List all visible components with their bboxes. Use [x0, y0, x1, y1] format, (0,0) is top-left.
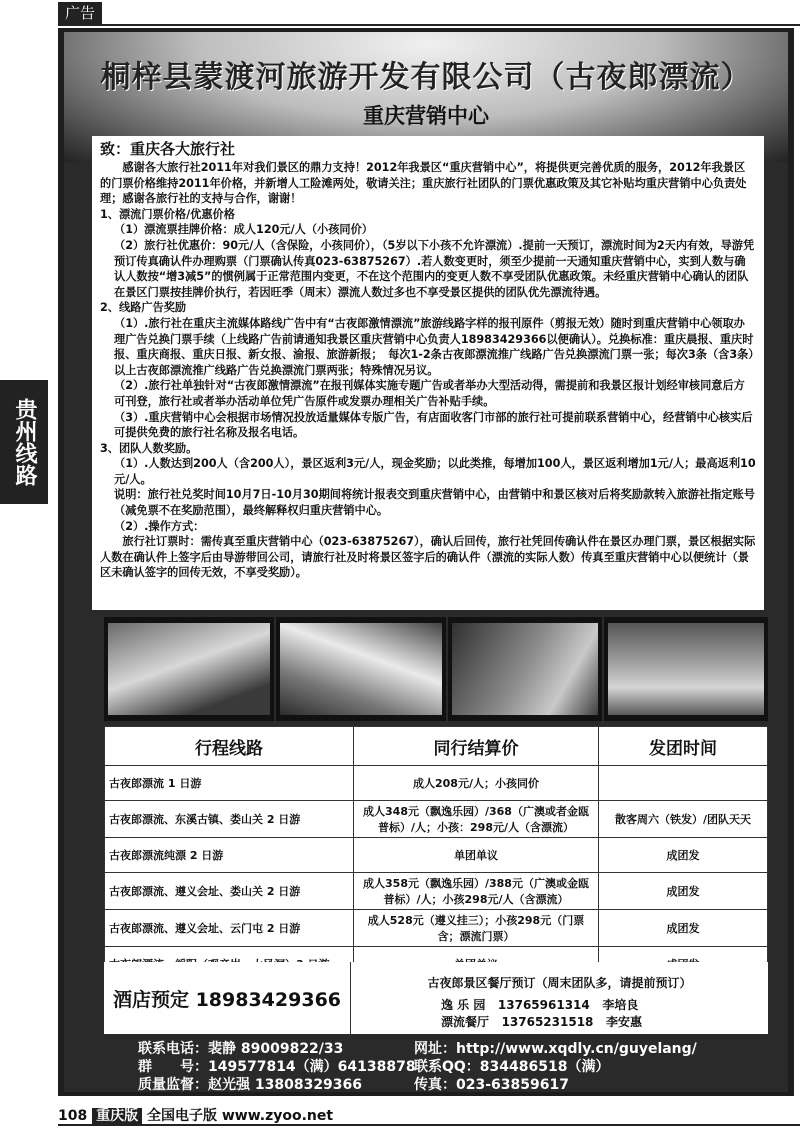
marketing-center-title: 重庆营销中心: [363, 104, 489, 128]
price-cell: 成人348元（飘逸乐园）/368（广澳或者金瓯普标）/人；小孩：298元/人（含漂流）: [354, 801, 599, 838]
column-header: 发团时间: [599, 727, 768, 766]
price-cell: 成人358元（飘逸乐园）/388元（广澳或金瓯普标）/人；小孩298元/人（含漂流）: [354, 873, 599, 910]
contact-row: [138, 1056, 610, 1076]
restaurant-booking: [351, 962, 768, 1034]
contact-qun: 群 号：149577814（满）64138878: [138, 1059, 416, 1075]
restaurant-name: 漂流餐厅: [441, 1015, 490, 1029]
advertisement: [58, 28, 794, 1096]
price-cell: 单团单议: [354, 838, 599, 873]
restaurant-phone: 13765231518: [501, 1015, 594, 1029]
edition-label: 重庆版: [92, 1108, 142, 1124]
route-cell: 古夜郎漂流、遵义会址、娄山关 2 日游: [105, 873, 354, 910]
section-3-note: 说明：旅行社兑奖时间10月7日-10月30期间将统计报表交到重庆营销中心，由营销中和景区核对后将奖励款转入旅游社指定账号（减免票不在奖励范围），最终解释权归重庆营销中心。: [114, 488, 755, 518]
contact-website: 网址：http://www.xqdly.cn/guyelang/: [414, 1041, 697, 1057]
section-3-item-1: （1）.人数达到200人（含200人），景区返利3元/人，现金奖励；以此类推，每增加100人，景区返利增加1元/人；最高返利10元/人。: [114, 457, 756, 486]
itinerary-table: [104, 726, 768, 982]
rafting-photo: [276, 617, 446, 721]
table-row: [105, 873, 768, 910]
section-1-item-1: （1）漂流票挂牌价格：成人120元/人（小孩同价）: [114, 223, 373, 237]
section-1-item-2: （2）旅行社优惠价：90元/人（含保险，小孩同价），（5岁以下小孩不允许漂流）.提前一天预订，漂流时间为2天内有效，导游凭预订传真确认件办理购票（门票确认传真023-63875267）.若人数变更时，须至少提前一天通知重庆营销中心，实到人数与确认人数按“增3减5”的惯例属于正常范围内变更，不在这个范围内的变更人数不享受团队优惠政策。未经重庆营销中心确认的团队在景区门票按挂牌价执行，若因旺季（周末）漂流人数过多也不享受景区提供的团队优先漂流待遇。: [114, 238, 755, 299]
route-cell: 古夜郎漂流、东溪古镇、娄山关 2 日游: [105, 801, 354, 838]
price-cell: 成人208元/人；小孩同价: [354, 766, 599, 801]
restaurant-row: [441, 1013, 642, 1030]
route-cell: 古夜郎漂流纯漂 2 日游: [105, 838, 354, 873]
rafting-photo: [104, 617, 274, 721]
contact-qq: 联系QQ：834486518（满）: [414, 1059, 610, 1075]
rafting-photo-strip: [104, 617, 768, 721]
contact-phone: 联系电话：裴静 89009822/33: [138, 1041, 344, 1057]
column-header: 同行结算价: [354, 727, 599, 766]
table-header-row: [105, 727, 768, 766]
time-cell: [599, 766, 768, 801]
section-2-item-1: （1）.旅行社在重庆主流媒体路线广告中有“古夜郎激情漂流”旅游线路字样的报刊原件（剪报无效）随时到重庆营销中心领取办理广告兑换门票手续（上线路广告前请通知我景区重庆营销中心负责人18983429366以便确认）。兑换标准：重庆晨报、重庆时报、重庆商报、重庆日报、新女报、渝报、旅游新报； 每次1-2条古夜郎漂流推广线路广告兑换漂流门票一张；每次3条（含3条）以上古夜郎漂流推广线路广告兑换漂流门票两张；特殊情况另议。: [114, 316, 754, 377]
hotel-reservation-box: [104, 962, 768, 1034]
section-2-title: 2、线路广告奖励: [100, 301, 187, 315]
section-3-title: 3、团队人数奖励。: [100, 441, 198, 455]
table-row: [105, 801, 768, 838]
table-row: [105, 910, 768, 947]
advertisement-body: [64, 32, 788, 1092]
section-1-title: 1、漂流门票价格/优惠价格: [100, 207, 235, 221]
section-2-item-2: （2）.旅行社单独针对“古夜郎激情漂流”在报刊媒体实施专题广告或者举办大型活动得，需提前和我景区报计划经审核同意后方可刊登，旅行社或者举办活动单位凭广告原件或发票办理相关广告补贴手续。: [114, 379, 745, 408]
top-rule: [58, 24, 800, 26]
hotel-booking-label: 酒店预定 18983429366: [104, 962, 351, 1034]
letter-box: [92, 136, 764, 610]
section-side-tab: 贵州线路: [0, 380, 48, 504]
time-cell: 成团发: [599, 838, 768, 873]
contact-supervisor: 质量监督：赵光强 13808329366: [138, 1077, 363, 1092]
section-3-item-3: 旅行社订票时：需传真至重庆营销中心（023-63875267），确认后回传，旅行社凭回传确认件在景区办理门票，景区根据实际人数在确认件上签字后由导游带回公司，请旅行社及时将景区签字后的确认件（漂流的实际人数）传真至重庆营销中心以便统计（景区未确认签字的回传无效，不享受奖励）。: [100, 535, 756, 580]
restaurant-row: [441, 996, 638, 1013]
time-cell: 成团发: [599, 910, 768, 947]
page-number: 108: [58, 1108, 88, 1124]
letter-intro: 感谢各大旅行社2011年对我们景区的鼎力支持！2012年我景区“重庆营销中心”，将提供更完善优质的服务，2012年我景区的门票价格维持2011年价格，并新增人工险滩两处，敬请关注；重庆旅行社团队的门票优惠政策及其它补贴均重庆营销中心负责处理；感谢各旅行社的支持与合作，谢谢！: [100, 161, 747, 206]
table-row: [105, 766, 768, 801]
rafting-photo: [604, 617, 768, 721]
contact-fax: 传真：023-63859617: [414, 1077, 569, 1092]
route-cell: 古夜郎漂流、遵义会址、云门屯 2 日游: [105, 910, 354, 947]
contact-row: [138, 1074, 569, 1092]
restaurant-contact: 李安惠: [605, 1015, 642, 1029]
letter-greeting: 致：重庆各大旅行社: [100, 140, 236, 158]
bottom-rule: [58, 1124, 800, 1126]
company-name: 桐梓县蒙渡河旅游开发有限公司（古夜郎漂流）: [100, 60, 752, 95]
table-row: [105, 838, 768, 873]
rafting-photo: [448, 617, 602, 721]
price-cell: 成人528元（遵义挂三）；小孩298元（门票含；漂流门票）: [354, 910, 599, 947]
restaurant-name: 逸 乐 园: [441, 998, 486, 1012]
column-header: 行程线路: [105, 727, 354, 766]
contact-row: [138, 1038, 697, 1058]
page-category-tag: 广告: [58, 2, 102, 24]
page-footer: [58, 1105, 333, 1125]
route-cell: 古夜郎漂流 1 日游: [105, 766, 354, 801]
time-cell: 成团发: [599, 873, 768, 910]
restaurant-booking-title: 古夜郎景区餐厅预订（周末团队多，请提前预订）: [427, 976, 692, 990]
footer-site: 全国电子版 www.zyoo.net: [146, 1108, 334, 1124]
time-cell: 散客周六（铁发）/团队天天: [599, 801, 768, 838]
restaurant-phone: 13765961314: [497, 998, 590, 1012]
section-2-item-3: （3）.重庆营销中心会根据市场情况投放适量媒体专版广告，有店面收客门市部的旅行社可提前联系营销中心，经营销中心核实后可提供免费的旅行社名称及报名电话。: [114, 410, 753, 440]
section-3-item-2: （2）.操作方式：: [114, 519, 205, 533]
contact-info: [104, 1036, 768, 1092]
restaurant-contact: 李培良: [602, 998, 639, 1012]
